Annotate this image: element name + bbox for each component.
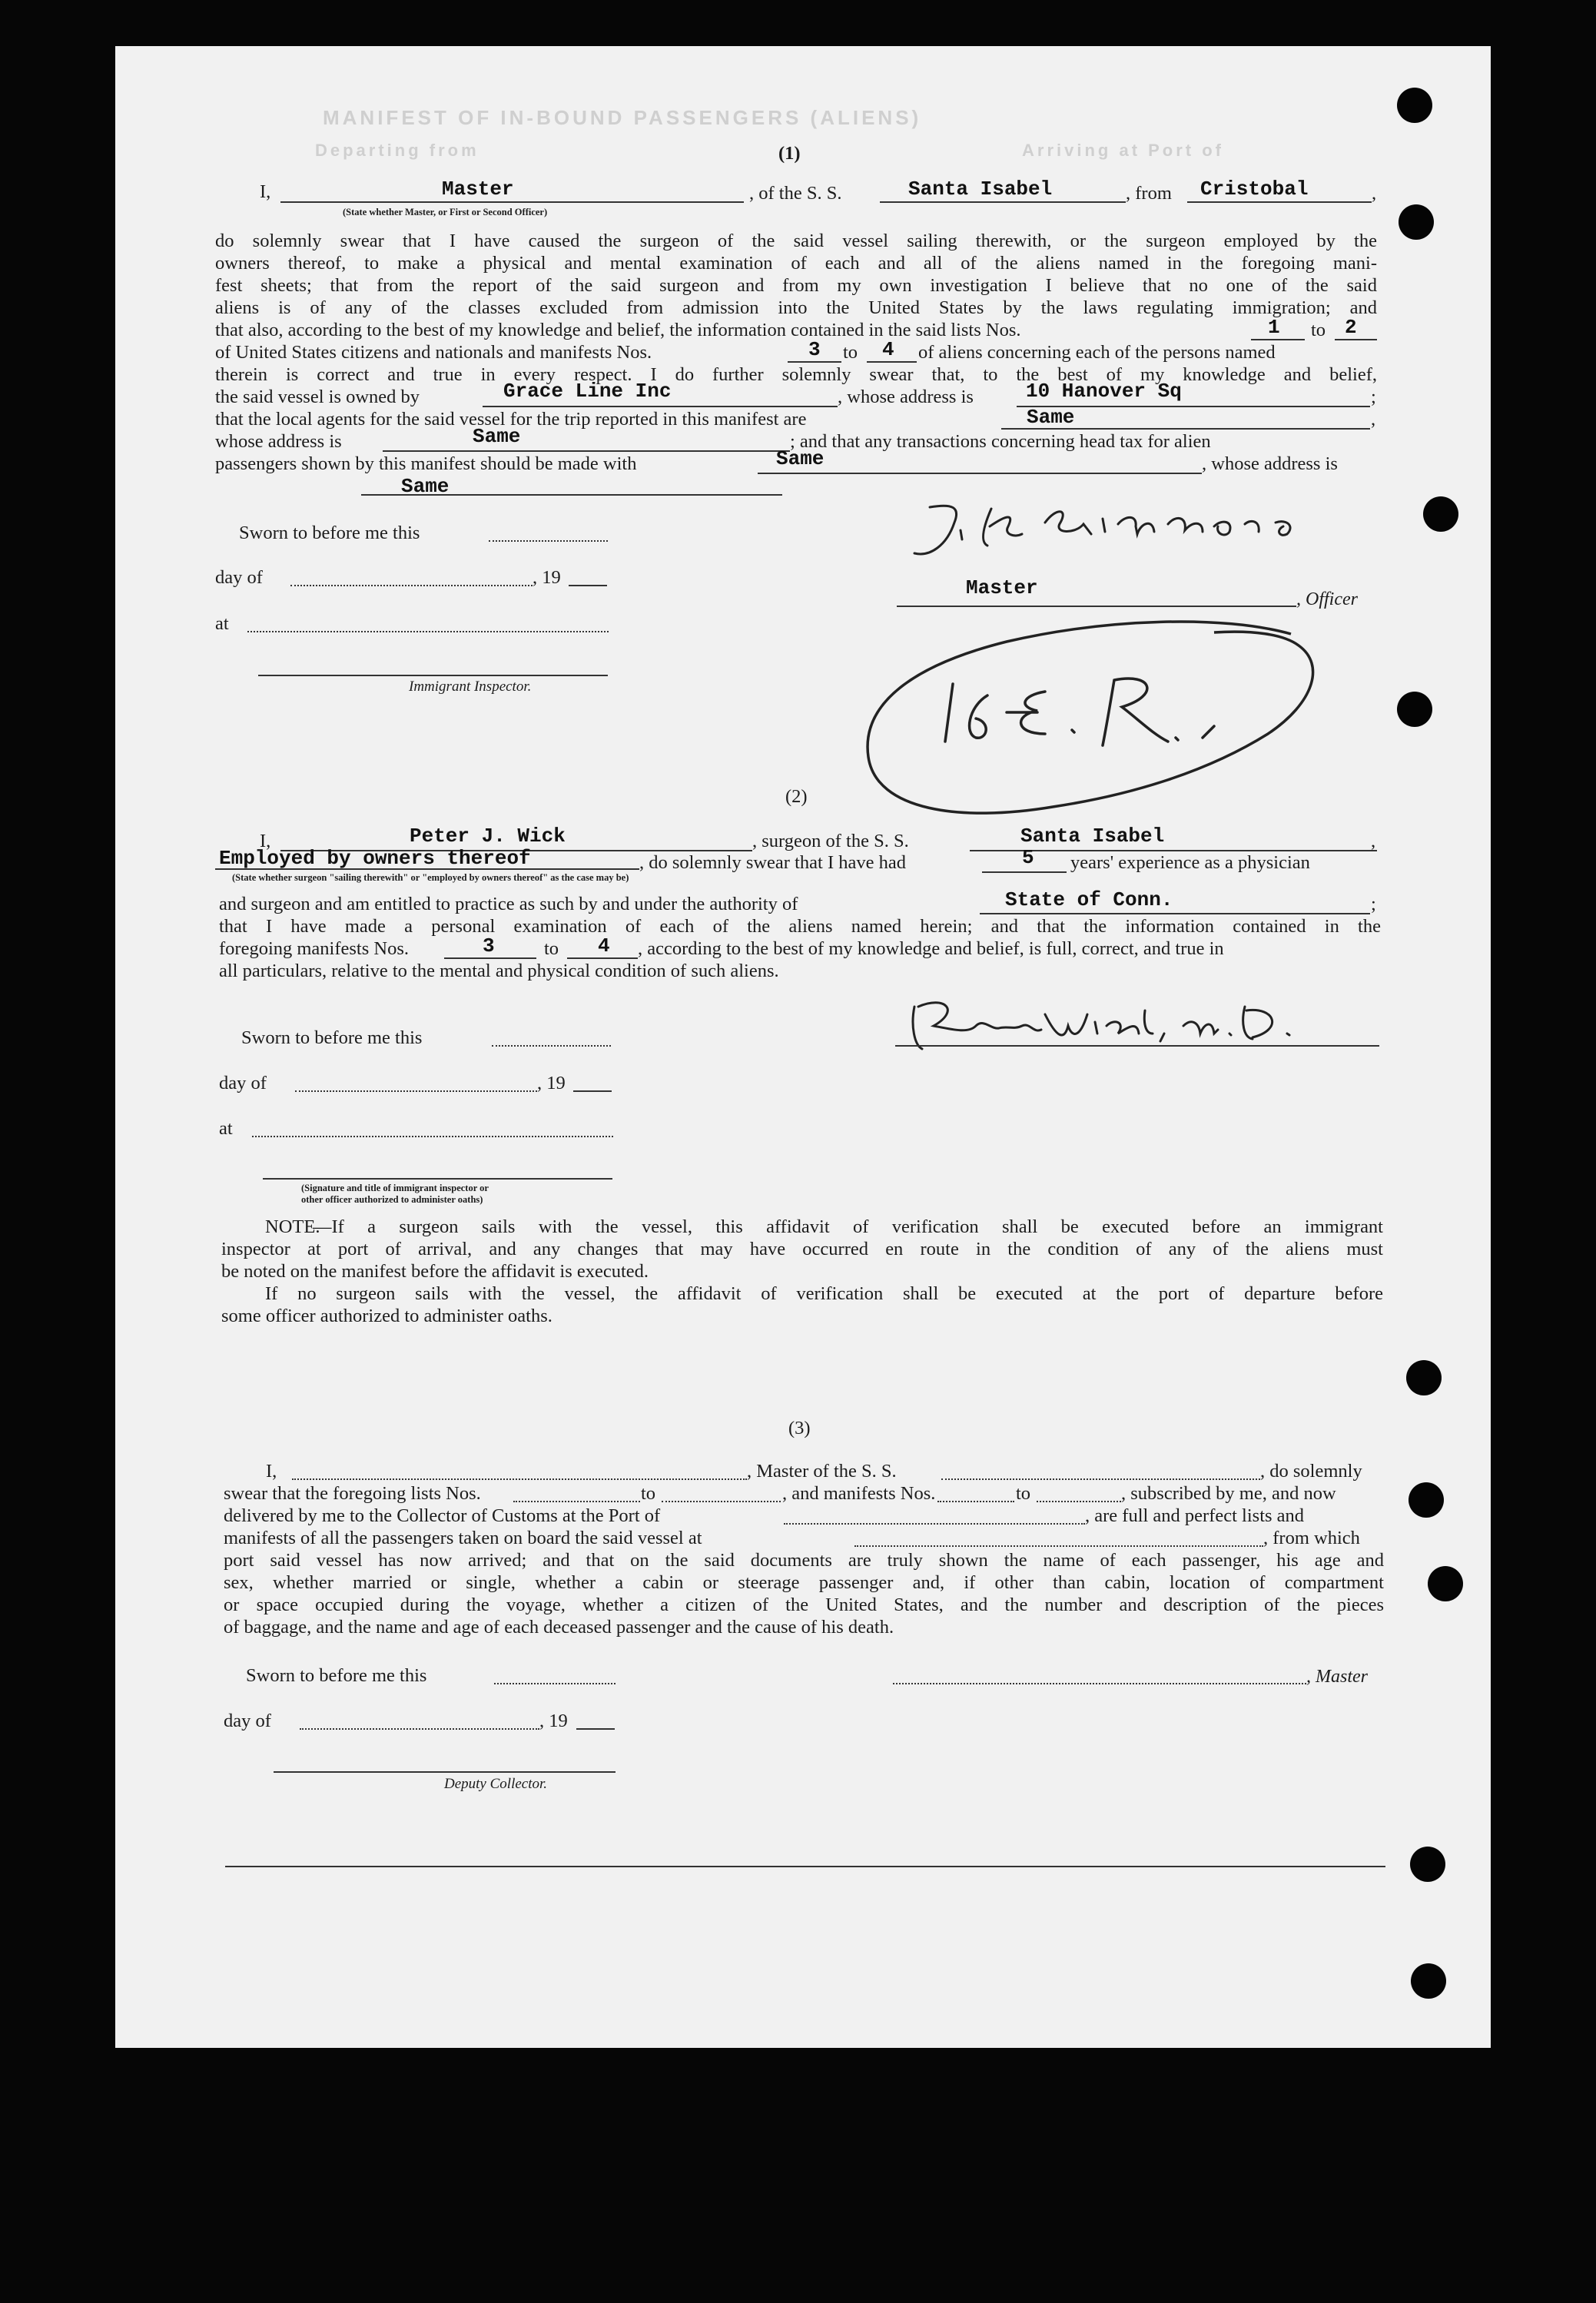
- s2-note-line-2: inspector at port of arrival, and any changes that may have occurred en route in the condition of any of the aliens must: [221, 1239, 1383, 1259]
- s2-sig-caption-2: other officer authorized to administer oaths): [301, 1194, 483, 1205]
- s1-day-of-label: day of: [215, 567, 263, 588]
- s2-para-line-3: that I have made a personal examination of each of the aliens named herein; and that the information contained in the: [219, 916, 1381, 937]
- section-3-heading: (3): [788, 1418, 811, 1439]
- s3-para-line-5: port said vessel has now arrived; and that on the said documents are truly shown the name of each passenger, his age and: [224, 1550, 1384, 1571]
- s1-at-label: at: [215, 613, 229, 634]
- s1-para-line-2: owners thereof, to make a physical and mental examination of each and all of the aliens named in the foregoing mani-: [215, 253, 1377, 274]
- s1-year-line: [569, 585, 607, 586]
- s1-lists-to-value: 2: [1345, 316, 1357, 339]
- s1-i-label: I,: [260, 181, 271, 202]
- s1-owner-line: [483, 406, 838, 407]
- s3-lists-to-line: [662, 1501, 781, 1502]
- s1-officer-rank: Master: [966, 576, 1038, 599]
- binder-hole-4: [1397, 692, 1432, 727]
- s3-para-line-7: or space occupied during the voyage, whether a citizen of the United States, and the number and description of the pieces: [224, 1595, 1384, 1615]
- s1-para-line-3: fest sheets; that from the report of the said surgeon and from my own investigation I believe that no one of the said: [215, 275, 1377, 296]
- s1-at-line: [247, 631, 609, 632]
- s1-inspector-line: [258, 675, 608, 676]
- bleed-through-line-2: Arriving at Port of: [1022, 141, 1225, 160]
- s3-manifests-label: , and manifests Nos.: [782, 1483, 936, 1504]
- s3-day-of-line: [300, 1728, 539, 1730]
- s1-vessel-line: [880, 201, 1126, 203]
- s1-officer-line: [897, 606, 1296, 607]
- s1-para-line-7: therein is correct and true in every respect. I do further solemnly swear that, to the best of my knowledge and belief,: [215, 364, 1377, 385]
- s2-employment-line: [215, 868, 639, 870]
- s3-lists-from-line: [513, 1501, 640, 1502]
- s2-years-line: [982, 871, 1067, 873]
- binder-hole-5: [1406, 1360, 1442, 1395]
- s3-full-perfect-label: , are full and perfect lists and: [1085, 1505, 1305, 1526]
- s3-port-line: [784, 1523, 1085, 1525]
- s2-year-label: , 19: [537, 1073, 566, 1093]
- s1-agents-address-value: Same: [473, 425, 521, 448]
- s3-master-signature-line: [893, 1683, 1306, 1684]
- s1-para-line-1: do solemnly swear that I have caused the surgeon of the said vessel sailing therewith, or the surgeon employed by the: [215, 231, 1377, 251]
- s1-owner-address-value: 10 Hanover Sq: [1026, 380, 1182, 403]
- s3-para-line-8: of baggage, and the name and age of each deceased passenger and the cause of his death.: [224, 1617, 894, 1638]
- section-1-heading: (1): [778, 143, 801, 164]
- s3-deputy-caption: Deputy Collector.: [444, 1776, 548, 1792]
- s1-agents-label: that the local agents for the said vessel for the trip reported in this manifest are: [215, 409, 807, 430]
- s1-head-tax-with-line: [758, 473, 1202, 474]
- s2-authority-semicolon: ;: [1371, 894, 1376, 914]
- s2-manifests-from-value: 3: [483, 934, 495, 957]
- s2-sig-caption-1: (Signature and title of immigrant inspector or: [301, 1183, 489, 1193]
- s1-sworn-label: Sworn to before me this: [239, 523, 420, 543]
- s3-manifests-from-line: [937, 1501, 1014, 1502]
- s1-line-6-text-a: of United States citizens and nationals and manifests Nos.: [215, 342, 652, 363]
- binder-hole-2: [1399, 204, 1434, 240]
- s2-vessel-comma: ,: [1371, 831, 1376, 851]
- s3-vessel-line: [941, 1478, 1260, 1480]
- s1-year-label: , 19: [533, 567, 561, 588]
- s2-years-exp-label: years' experience as a physician: [1070, 852, 1310, 873]
- s1-manifests-from-value: 3: [808, 338, 821, 361]
- s3-lists-label: swear that the foregoing lists Nos.: [224, 1483, 481, 1504]
- s3-sworn-line: [494, 1683, 616, 1684]
- s1-officer-label: , Officer: [1296, 589, 1358, 609]
- s3-do-solemnly-label: , do solemnly: [1260, 1461, 1362, 1482]
- binder-hole-3: [1423, 496, 1458, 532]
- s3-para-line-6: sex, whether married or single, whether a cabin or steerage passenger and, if other than cabin, location of compartment: [224, 1572, 1384, 1593]
- s1-rank-value: Master: [442, 178, 514, 201]
- s1-agents-value: Same: [1027, 406, 1075, 429]
- s2-note-line-5: some officer authorized to administer oaths.: [221, 1306, 552, 1326]
- s2-note-line-4: If no surgeon sails with the vessel, the affidavit of verification shall be executed at the port of departure before: [265, 1283, 1383, 1304]
- s1-sworn-line: [489, 540, 608, 542]
- s1-manifests-to-label: to: [843, 342, 858, 363]
- s2-manifests-to-label: to: [544, 938, 559, 959]
- s2-employment-hint: (State whether surgeon "sailing therewith" or "employed by owners thereof" as the case may be): [232, 872, 629, 883]
- s3-master-label: , Master: [1306, 1667, 1368, 1687]
- s3-i-label: I,: [266, 1461, 277, 1482]
- s1-agents-comma: ,: [1371, 409, 1376, 430]
- s1-from-label: , from: [1126, 183, 1172, 204]
- s2-i-label: I,: [260, 831, 271, 851]
- s3-manifests-all-label: manifests of all the passengers taken on board the said vessel at: [224, 1528, 702, 1548]
- s1-head-tax-address-label: , whose address is: [1202, 453, 1338, 474]
- s2-note-line-3: be noted on the manifest before the affidavit is executed.: [221, 1261, 649, 1282]
- s2-years-value: 5: [1022, 846, 1034, 869]
- s3-manifests-to-line: [1037, 1501, 1121, 1502]
- s2-manifests-from-line: [444, 957, 536, 959]
- s1-agents-address-line: [383, 450, 790, 452]
- s2-note-line-1: —If a surgeon sails with the vessel, this affidavit of verification shall be executed before an immigrant: [313, 1216, 1383, 1237]
- s3-deputy-line: [274, 1771, 616, 1773]
- s3-master-of-label: , Master of the S. S.: [747, 1461, 897, 1482]
- s1-owner-value: Grace Line Inc: [503, 380, 672, 403]
- s2-manifests-text-b: , according to the best of my knowledge and belief, is full, correct, and true in: [638, 938, 1224, 959]
- section-2-heading: (2): [785, 786, 808, 807]
- binder-hole-7: [1428, 1566, 1463, 1601]
- s1-manifests-to-value: 4: [882, 338, 894, 361]
- s1-inspector-caption: Immigrant Inspector.: [409, 679, 532, 695]
- s2-at-line: [252, 1136, 613, 1137]
- s3-subscribed-label: , subscribed by me, and now: [1121, 1483, 1336, 1504]
- s2-authority-label: and surgeon and am entitled to practice as such by and under the authority of: [219, 894, 798, 914]
- s1-port-value: Cristobal: [1200, 178, 1309, 201]
- s2-authority-value: State of Conn.: [1005, 888, 1173, 911]
- s2-sworn-label: Sworn to before me this: [241, 1027, 423, 1048]
- s2-manifests-to-value: 4: [598, 934, 610, 957]
- s1-lists-to-line: [1335, 339, 1377, 340]
- s1-head-tax-with-value: Same: [776, 447, 825, 470]
- s1-para-line-4: aliens is of any of the classes excluded from admission into the United States by the laws regulating immigration; and: [215, 297, 1377, 318]
- s1-manifests-to-line: [867, 361, 917, 363]
- s1-manifests-from-line: [788, 361, 841, 363]
- s2-surgeon-of-label: , surgeon of the S. S.: [752, 831, 909, 851]
- s1-of-ss-label: , of the S. S.: [749, 183, 842, 204]
- s1-line-6-text-b: of aliens concerning each of the persons named: [918, 342, 1276, 363]
- s1-owner-semicolon: ;: [1371, 387, 1376, 407]
- s2-vessel-value: Santa Isabel: [1020, 825, 1165, 848]
- s3-lists-to-label: to: [641, 1483, 656, 1504]
- s3-name-line: [292, 1478, 747, 1480]
- s1-head-tax-address-value: Same: [401, 475, 450, 498]
- s1-head-tax-with-label: passengers shown by this manifest should be made with: [215, 453, 637, 474]
- s1-agents-address-label: whose address is: [215, 431, 342, 452]
- s1-lists-from-value: 1: [1268, 316, 1280, 339]
- s2-employment-value: Employed by owners thereof: [219, 847, 531, 870]
- s1-line-5-text: that also, according to the best of my knowledge and belief, the information contained in the said lists Nos.: [215, 320, 1021, 340]
- s2-signature-line: [263, 1178, 612, 1180]
- s1-rank-hint: (State whether Master, or First or Second Officer): [343, 207, 548, 217]
- s2-authority-line: [980, 913, 1370, 914]
- s3-sworn-label: Sworn to before me this: [246, 1665, 427, 1686]
- binder-hole-6: [1409, 1482, 1444, 1518]
- s2-year-line: [573, 1090, 612, 1092]
- s3-day-of-label: day of: [224, 1711, 271, 1731]
- bottom-rule: [225, 1866, 1385, 1867]
- s2-day-of-label: day of: [219, 1073, 267, 1093]
- s3-manifests-to-label: to: [1016, 1483, 1031, 1504]
- s3-taken-at-line: [854, 1545, 1263, 1547]
- s2-surgeon-signature-line: [895, 1045, 1379, 1047]
- binder-hole-9: [1411, 1963, 1446, 1999]
- s2-sworn-line: [492, 1045, 611, 1047]
- s1-lists-from-line: [1251, 339, 1305, 340]
- s1-owned-by-label: the said vessel is owned by: [215, 387, 420, 407]
- s1-rank-line: [280, 201, 744, 203]
- s2-note-line-1-label: NOTE.: [265, 1216, 320, 1237]
- s3-year-label: , 19: [539, 1711, 568, 1731]
- s2-had-label: , do solemnly swear that I have had: [639, 852, 906, 873]
- s3-from-which-label: , from which: [1263, 1528, 1360, 1548]
- s1-owner-address-label: , whose address is: [838, 387, 974, 407]
- bleed-through-title: MANIFEST OF IN-BOUND PASSENGERS (ALIENS): [323, 106, 922, 129]
- s3-collector-label: delivered by me to the Collector of Customs at the Port of: [224, 1505, 661, 1526]
- s3-year-line: [576, 1728, 615, 1730]
- s1-lists-to-label: to: [1311, 320, 1326, 340]
- binder-hole-1: [1397, 88, 1432, 123]
- s1-day-of-line: [290, 585, 533, 586]
- s2-para-line-5: all particulars, relative to the mental and physical condition of such aliens.: [219, 961, 779, 981]
- s2-day-of-line: [295, 1090, 537, 1092]
- binder-hole-8: [1410, 1847, 1445, 1882]
- s2-manifests-to-line: [567, 957, 638, 959]
- s2-at-label: at: [219, 1118, 233, 1139]
- s1-head-tax-text: ; and that any transactions concerning head tax for alien: [790, 431, 1211, 452]
- s2-manifests-label: foregoing manifests Nos.: [219, 938, 409, 959]
- s1-vessel-value: Santa Isabel: [908, 178, 1053, 201]
- bleed-through-line-1: Departing from: [315, 141, 479, 160]
- s1-port-comma: ,: [1372, 183, 1377, 204]
- s2-surgeon-value: Peter J. Wick: [410, 825, 566, 848]
- s1-port-line: [1187, 201, 1372, 203]
